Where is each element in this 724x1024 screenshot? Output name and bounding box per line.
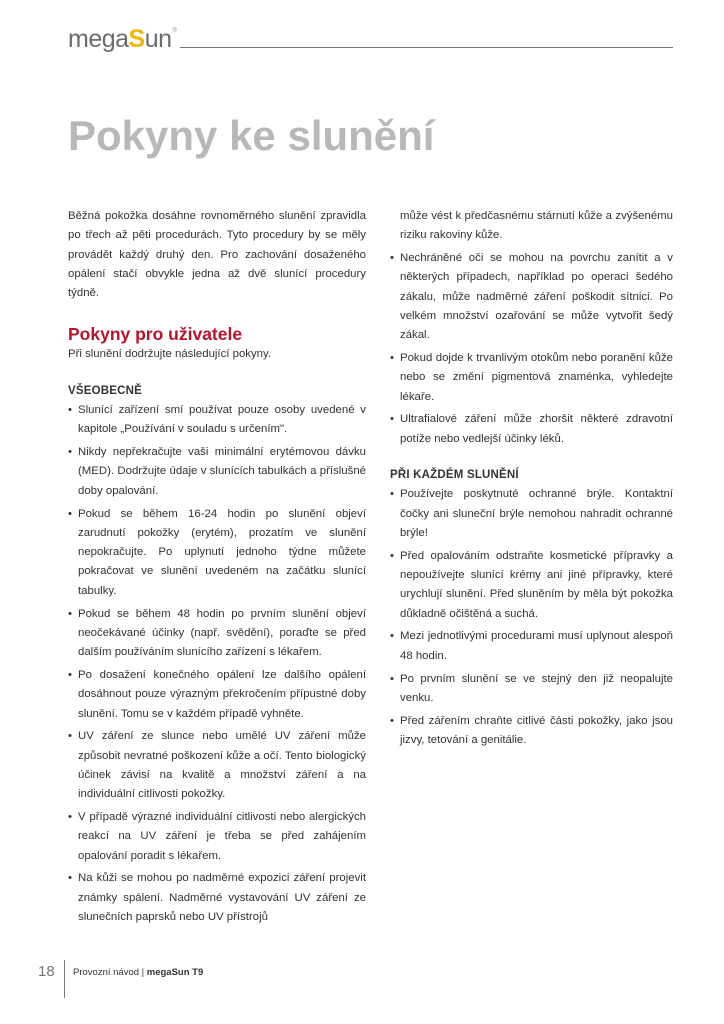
- list-item-text: V případě výrazné individuální citlivosti nebo alergických reakcí na UV záření je třeba se před zahájením opalování poradit s lékařem.: [78, 811, 366, 862]
- bullet-icon: •: [68, 404, 72, 417]
- general-heading: VŠEOBECNĚ: [68, 384, 143, 397]
- bullet-icon: •: [390, 714, 394, 727]
- header-rule: [180, 47, 673, 48]
- bullet-icon: •: [390, 252, 394, 265]
- intro-paragraph: Běžná pokožka dosáhne rovnoměrného slunění zpravidla po třech až pěti procedurách. Tyto procedury by se měly provádět každý druhý den. Pro zachování dosaženého opálení stačí obvykle jedna až dvě slunící procedury týdně.: [68, 210, 366, 300]
- list-item-text: Slunící zařízení smí používat pouze osoby uvedené v kapitole „Používání v souladu s určením".: [78, 404, 366, 436]
- list-item-text: Pokud dojde k trvanlivým otokům nebo poranění kůže nebo se změní pigmentová znaménka, vyhledejte lékaře.: [400, 352, 673, 403]
- list-item: [68, 605, 366, 663]
- list-item: [390, 349, 673, 407]
- list-item-text: Na kůži se mohou po nadměrné expozici záření projevit známky spálení. Nadměrné vystavování UV záření ze slunečních paprsků nebo UV přístrojů: [78, 872, 366, 923]
- list-item: [390, 249, 673, 345]
- bullet-icon: •: [68, 668, 72, 681]
- bullet-icon: •: [390, 549, 394, 562]
- list-item: [390, 547, 673, 624]
- logo-prefix: mega: [68, 25, 129, 53]
- list-item: [390, 670, 673, 709]
- list-item-text: Před zářením chraňte citlivé části pokožky, jako jsou jizvy, tetování a genitálie.: [400, 714, 673, 746]
- list-item: [68, 666, 366, 724]
- footer-caption: [73, 967, 203, 978]
- megasun-logo: [68, 22, 177, 52]
- bullet-icon: •: [390, 630, 394, 643]
- each-session-heading: PŘI KAŽDÉM SLUNĚNÍ: [390, 469, 519, 482]
- each-session-list: [390, 485, 673, 750]
- bullet-icon: •: [68, 446, 72, 459]
- list-item: [68, 727, 366, 804]
- registered-mark: ®: [172, 28, 177, 34]
- list-item: [68, 505, 366, 601]
- page-title: Pokyny ke slunění: [68, 112, 435, 159]
- list-item-text: Používejte poskytnuté ochranné brýle. Kontaktní čočky ani sluneční brýle nemohou nahradit ochranné brýle!: [400, 488, 673, 539]
- section-heading: Pokyny pro uživatele: [68, 324, 243, 345]
- list-item-text: Nechráněné oči se mohou na povrchu zanítit a v některých případech, například po operaci šedého zákalu, může nadměrné záření poškodit sítnici. Po velkém množství ozařování se může vytvořit šedý zákal.: [400, 252, 673, 342]
- continued-text: může vést k předčasnému stárnutí kůže a zvýšenému riziku rakoviny kůže.: [400, 210, 673, 242]
- list-item: [68, 869, 366, 927]
- product-name: megaSun T9: [146, 967, 204, 978]
- list-item-text: UV záření ze slunce nebo umělé UV záření může způsobit nevratné poškození kůže a očí. Tento biologický účinek závisí na kvalitě a množství záření a na individuální citlivosti pokožky.: [78, 730, 366, 801]
- bullet-icon: •: [68, 872, 72, 885]
- left-column: [68, 207, 366, 931]
- logo-wordmark: [68, 27, 172, 52]
- list-item: [390, 712, 673, 751]
- list-item-text: Před opalováním odstraňte kosmetické přípravky a nepoužívejte slunící krémy ani jiné přípravky, které urychlují slunění. Před sluněním by měla být pokožka důkladně očištěná a suchá.: [400, 549, 673, 620]
- general-list: [68, 401, 366, 927]
- list-item-text: Ultrafialové záření může zhoršit některé zdravotní potíže nebo vedlejší účinky léků.: [400, 413, 673, 445]
- list-item: [390, 410, 673, 449]
- list-item-text: Mezi jednotlivými procedurami musí uplynout alespoň 48 hodin.: [400, 630, 673, 662]
- bullet-icon: •: [68, 607, 72, 620]
- list-item-text: Pokud se během 48 hodin po prvním slunění objeví neočekávané účinky (např. svědění), poraďte se před dalším používáním slunícího zařízení s lékařem.: [78, 607, 366, 659]
- page-number: 18: [38, 963, 55, 980]
- list-item-text: Pokud se během 16-24 hodin po slunění objeví zarudnutí pokožky (erytém), prozatím ve slunění nepokračujte. Po uplynutí jednoho týdne můžete pokračovat ve slunění uvedeném na začátku slunící tabulky.: [78, 507, 366, 597]
- bullet-icon: •: [68, 507, 72, 520]
- bullet-icon: •: [68, 811, 72, 824]
- list-item: [68, 443, 366, 501]
- bullet-icon: •: [390, 488, 394, 501]
- bullet-icon: •: [390, 413, 394, 426]
- logo-suffix: un: [144, 25, 172, 53]
- bullet-icon: •: [390, 352, 394, 365]
- list-item: [390, 627, 673, 666]
- list-item-text: Po prvním slunění se ve stejný den již neopalujte venku.: [400, 672, 673, 704]
- list-item-text: Nikdy nepřekračujte vaši minimální erytémovou dávku (MED). Dodržujte údaje v slunících tabulkách a příslušné doby opalování.: [78, 446, 366, 497]
- logo-sun-letter: S: [128, 25, 145, 53]
- bullet-icon: •: [68, 730, 72, 743]
- bullet-icon: •: [390, 672, 394, 685]
- right-column: [390, 207, 673, 754]
- list-item: [68, 401, 366, 440]
- list-item-text: Po dosažení konečného opálení lze dalšího opálení dosáhnout pouze výrazným překročením přípustné doby slunění. Tomu se v každém případě vyhněte.: [78, 668, 366, 720]
- section-intro: Při slunění dodržujte následující pokyny.: [68, 348, 272, 361]
- doc-name: Provozní návod: [73, 967, 140, 978]
- list-item: [68, 808, 366, 866]
- list-item: [390, 485, 673, 543]
- footer-divider: [64, 960, 65, 998]
- general-list-continued: [390, 249, 673, 449]
- footer-separator: |: [139, 967, 147, 978]
